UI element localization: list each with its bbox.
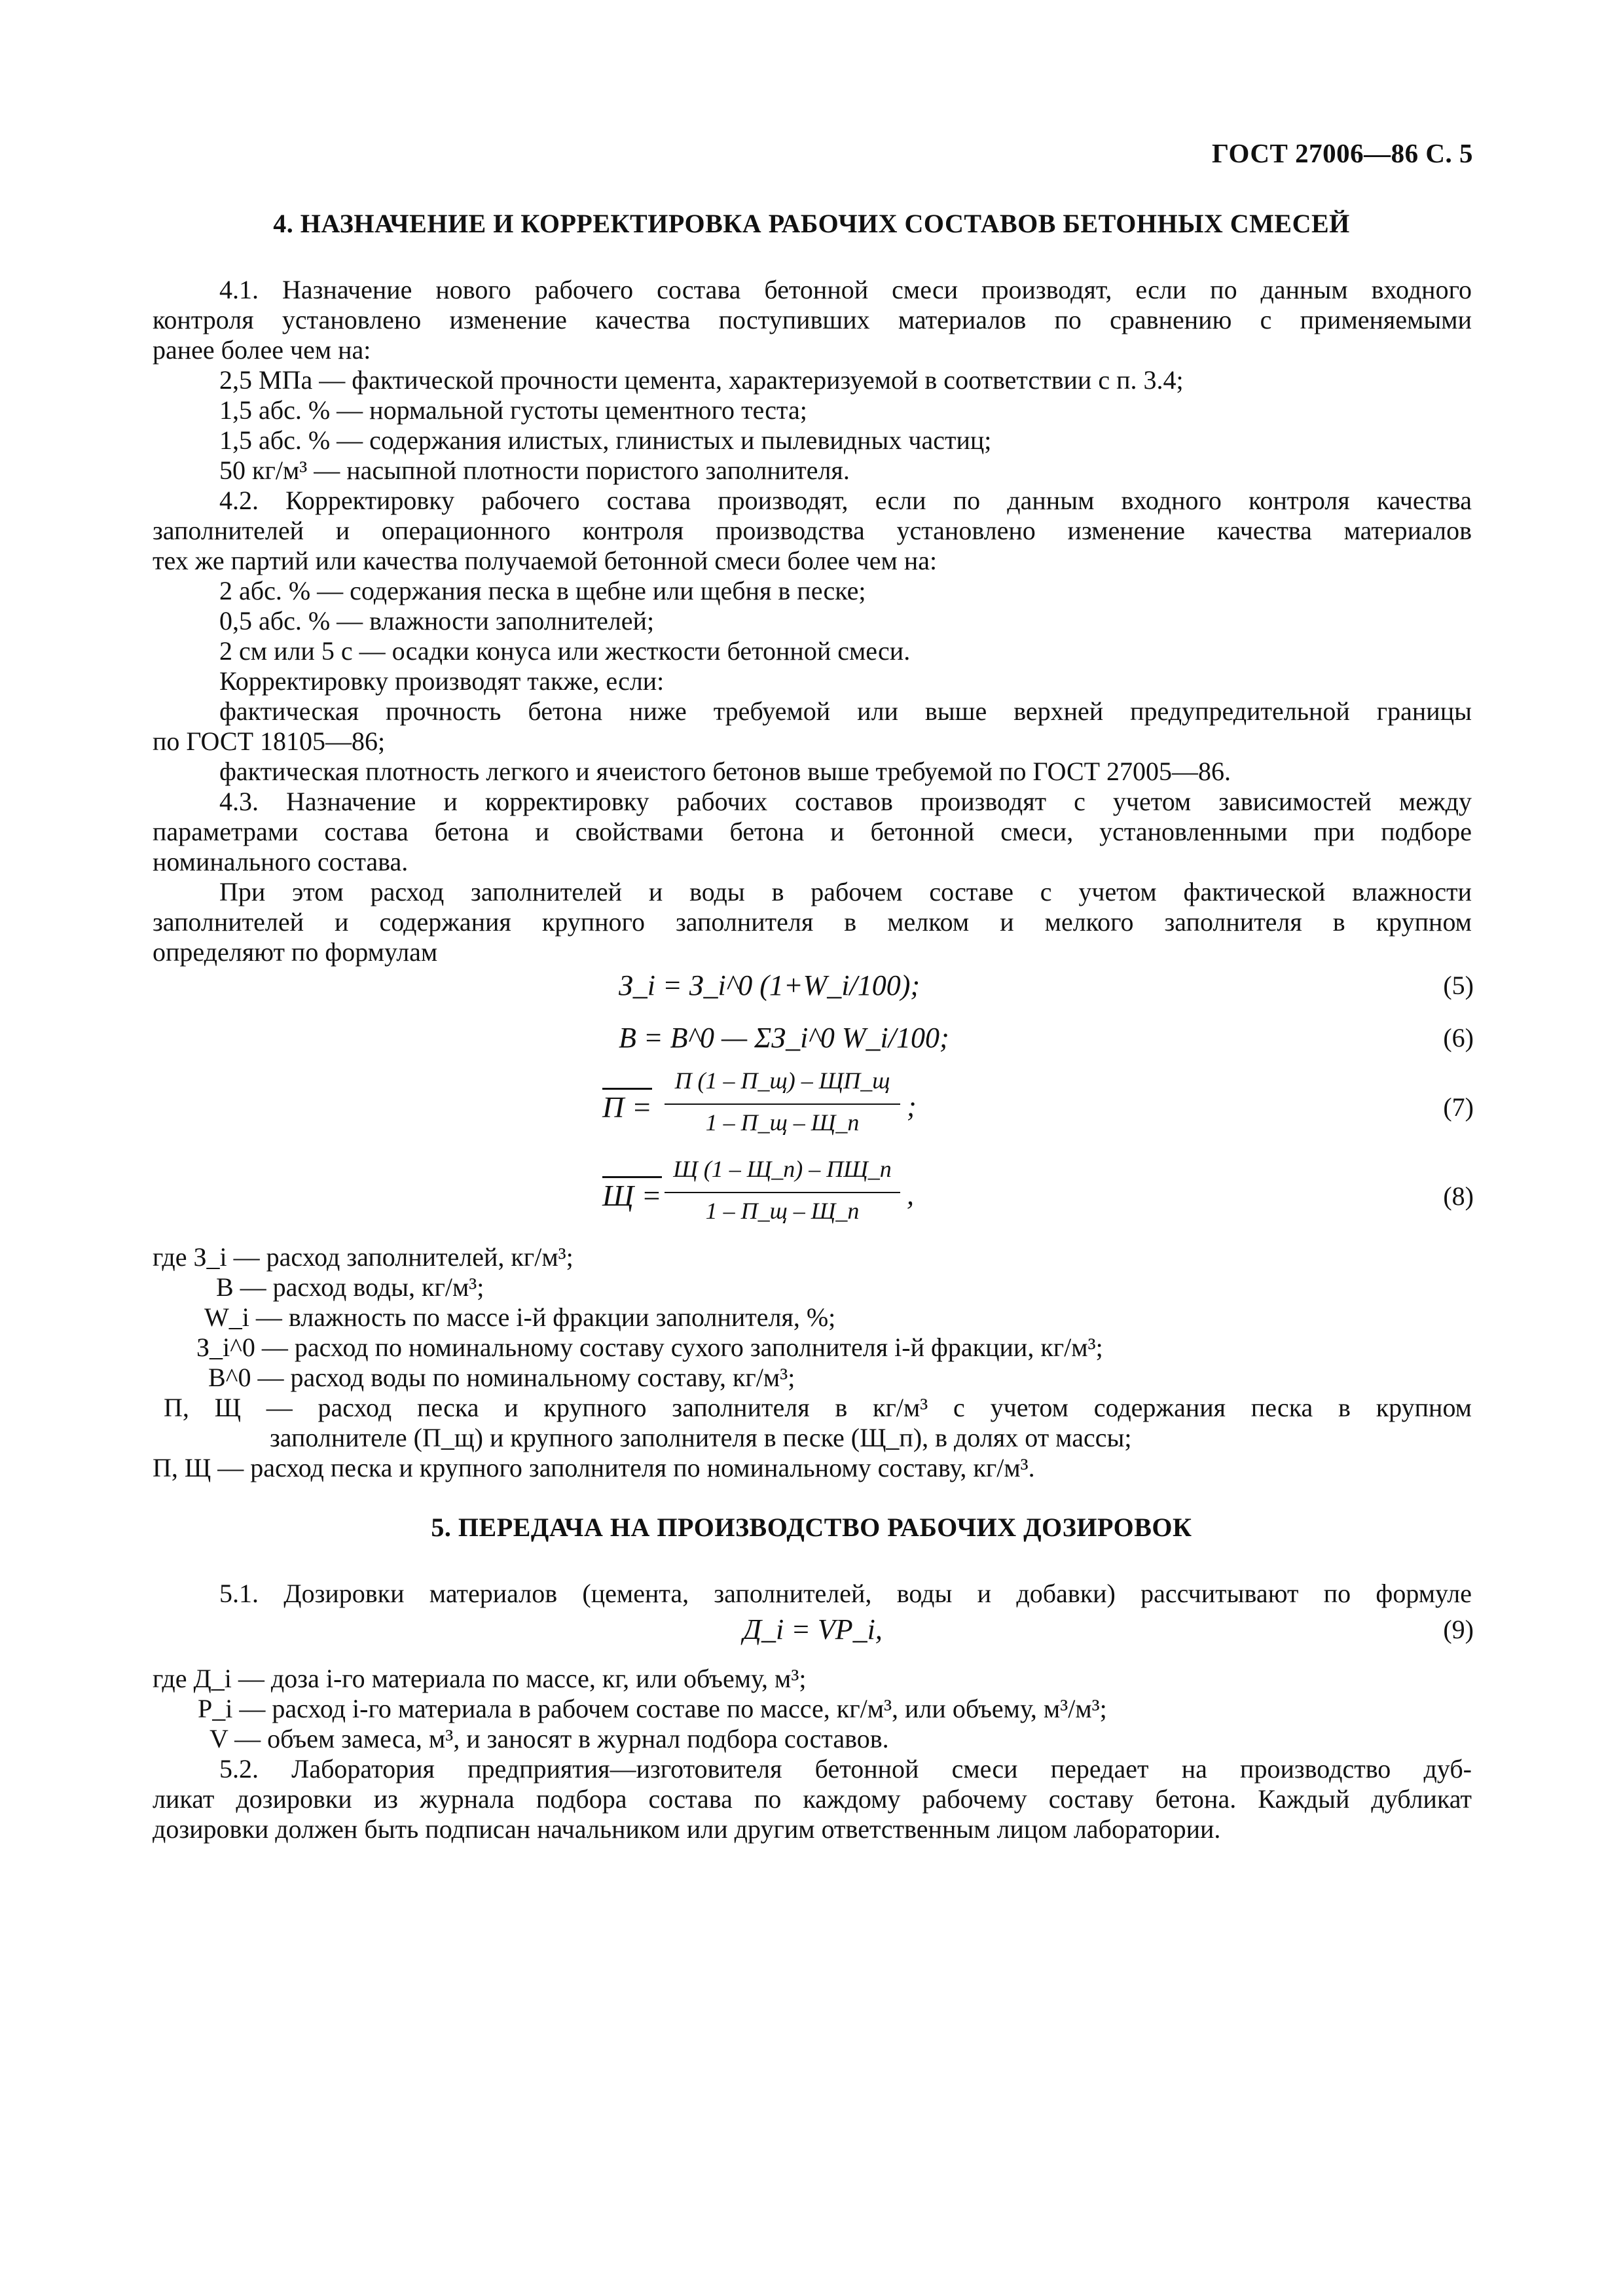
paragraph-line: Корректировку производят также, если:	[219, 666, 665, 696]
paragraph-line: 50 кг/м³ — насыпной плотности пористого заполнителя.	[219, 456, 850, 485]
definition-line: З_i^0 — расход по номинальному составу сухого заполнителя i-й фракции, кг/м³;	[196, 1333, 1103, 1362]
definition-line: П, Щ — расход песка и крупного заполнителя по номинальному составу, кг/м³.	[153, 1453, 1035, 1482]
paragraph-line: по ГОСТ 18105—86;	[153, 726, 386, 756]
definition-line: П, Щ — расход песка и крупного заполнителя в кг/м³ с учетом содержания песка в крупном	[164, 1393, 1472, 1422]
definition-line: В^0 — расход воды по номинальному составу, кг/м³;	[208, 1363, 795, 1392]
equation-number-9: (9)	[1443, 1615, 1474, 1644]
paragraph-line: 5.1. Дозировки материалов (цемента, заполнителей, воды и добавки) рассчитывают по формуле	[219, 1579, 1472, 1608]
definition-line: где Д_i — доза i-го материала по массе, кг, или объему, м³;	[153, 1664, 807, 1693]
formula-7-denominator: 1 – П_щ – Щ_п	[705, 1109, 860, 1136]
formula-8-denominator: 1 – П_щ – Щ_п	[705, 1198, 860, 1224]
paragraph-line: параметрами состава бетона и свойствами бетона и бетонной смеси, установленными при подборе	[153, 817, 1472, 846]
paragraph-line: контроля установлено изменение качества поступивших материалов по сравнению с применяемыми	[153, 305, 1472, 334]
paragraph-line: 2 см или 5 с — осадки конуса или жесткости бетонной смеси.	[219, 636, 911, 666]
paragraph-line: ранее более чем на:	[153, 335, 371, 365]
page-header: ГОСТ 27006—86 С. 5	[1211, 138, 1473, 168]
paragraph-line: 1,5 абс. % — нормальной густоты цементного теста;	[219, 395, 807, 425]
definition-line: V — объем замеса, м³, и заносят в журнал подбора составов.	[210, 1724, 889, 1753]
formula-8-lhs: Щ =	[602, 1176, 662, 1212]
formula-7-fraction	[665, 1067, 900, 1145]
paragraph-line: дозировки должен быть подписан начальником или другим ответственным лицом лаборатории.	[153, 1814, 1221, 1844]
paragraph-line: При этом расход заполнителей и воды в рабочем составе с учетом фактической влажности	[219, 877, 1472, 906]
paragraph-line: 4.1. Назначение нового рабочего состава бетонной смеси производят, если по данным входного	[219, 275, 1472, 304]
formula-8-fraction	[665, 1155, 900, 1234]
equation-number-5: (5)	[1443, 971, 1474, 1000]
paragraph-line: 5.2. Лаборатория предприятия—изготовителя бетонной смеси передает на производство дуб-	[219, 1754, 1472, 1784]
definition-line: W_i — влажность по массе i-й фракции заполнителя, %;	[204, 1302, 836, 1332]
formula-9: Д_i = VP_i,	[743, 1613, 883, 1645]
paragraph-line: фактическая плотность легкого и ячеистого бетонов выше требуемой по ГОСТ 27005—86.	[219, 757, 1231, 786]
fraction-bar	[665, 1192, 900, 1193]
paragraph-line: номинального состава.	[153, 847, 409, 876]
fraction-bar	[665, 1103, 900, 1105]
definition-line: P_i — расход i-го материала в рабочем составе по массе, кг/м³, или объему, м³/м³;	[198, 1694, 1107, 1723]
paragraph-line: 4.2. Корректировку рабочего состава производят, если по данным входного контроля качества	[219, 486, 1472, 515]
formula-8-numerator: Щ (1 – Щ_п) – ПЩ_п	[673, 1156, 892, 1182]
equation-number-8: (8)	[1443, 1181, 1474, 1211]
paragraph-line: 2 абс. % — содержания песка в щебне или щебня в песке;	[219, 576, 866, 605]
formula-8-tail: ,	[907, 1179, 914, 1211]
paragraph-line: 0,5 абс. % — влажности заполнителей;	[219, 606, 655, 636]
paragraph-line: заполнителей и операционного контроля производства установлено изменение качества материалов	[153, 516, 1472, 545]
section-4-title: 4. НАЗНАЧЕНИЕ И КОРРЕКТИРОВКА РАБОЧИХ СОСТАВОВ БЕТОННЫХ СМЕСЕЙ	[273, 209, 1350, 238]
formula-6: В = В^0 — ΣЗ_i^0 W_i/100;	[619, 1022, 949, 1054]
equation-number-6: (6)	[1443, 1023, 1474, 1052]
formula-7-lhs: П =	[602, 1088, 652, 1124]
paragraph-line: 4.3. Назначение и корректировку рабочих составов производят с учетом зависимостей между	[219, 787, 1472, 816]
definition-line: где З_i — расход заполнителей, кг/м³;	[153, 1242, 574, 1272]
formula-5: З_i = З_i^0 (1+W_i/100);	[619, 969, 921, 1001]
definition-line: заполнителе (П_щ) и крупного заполнителя в песке (Щ_п), в долях от массы;	[270, 1423, 1132, 1452]
paragraph-line: 2,5 МПа — фактической прочности цемента, характеризуемой в соответствии с п. 3.4;	[219, 365, 1184, 395]
paragraph-line: тех же партий или качества получаемой бетонной смеси более чем на:	[153, 546, 938, 575]
paragraph-line: ликат дозировки из журнала подбора состава по каждому рабочему составу бетона. Каждый дубликат	[153, 1784, 1472, 1814]
section-5-title: 5. ПЕРЕДАЧА НА ПРОИЗВОДСТВО РАБОЧИХ ДОЗИРОВОК	[431, 1513, 1192, 1542]
definition-line: В — расход воды, кг/м³;	[216, 1272, 484, 1302]
paragraph-line: определяют по формулам	[153, 937, 438, 967]
paragraph-line: заполнителей и содержания крупного заполнителя в мелком и мелкого заполнителя в крупном	[153, 907, 1472, 937]
equation-number-7: (7)	[1443, 1092, 1474, 1122]
formula-7-tail: ;	[907, 1090, 917, 1122]
paragraph-line: фактическая прочность бетона ниже требуемой или выше верхней предупредительной границы	[219, 696, 1472, 726]
paragraph-line: 1,5 абс. % — содержания илистых, глинистых и пылевидных частиц;	[219, 425, 992, 455]
formula-7-numerator: П (1 – П_щ) – ЩП_щ	[674, 1067, 890, 1094]
